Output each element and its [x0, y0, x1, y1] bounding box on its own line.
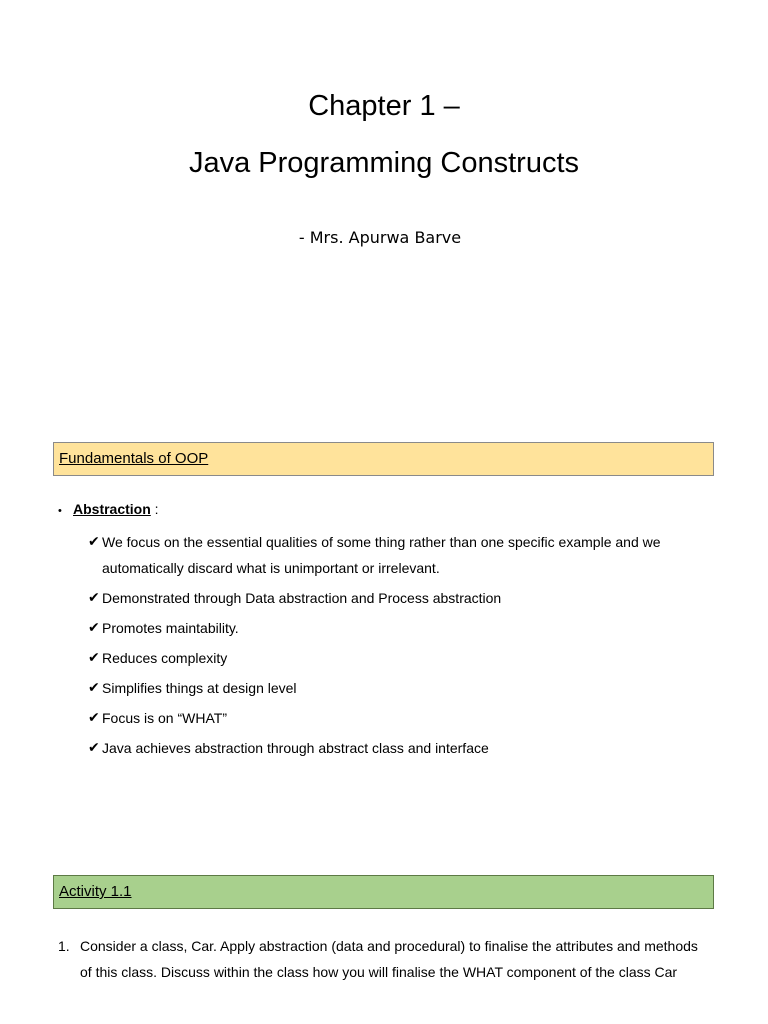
list-item-text: Promotes maintability. — [102, 620, 239, 636]
abstraction-bullet — [58, 499, 159, 521]
list-item — [88, 705, 698, 731]
bullet-dot-icon: • — [58, 505, 62, 517]
fundamentals-heading: Fundamentals of OOP — [59, 450, 209, 467]
check-mark-icon: ✔ — [88, 650, 100, 666]
list-item-text: Simplifies things at design level — [102, 680, 297, 696]
list-item-text: Consider a class, Car. Apply abstraction (data and procedural) to finalise the attributes and methods of this class. Discuss within the class how you will finalise the WHAT component of the class Car — [80, 938, 698, 980]
list-item-text: Reduces complexity — [102, 650, 228, 666]
list-item — [88, 645, 698, 671]
item-number: 1. — [58, 938, 70, 954]
list-item-text: Java achieves abstraction through abstract class and interface — [102, 740, 489, 756]
check-mark-icon: ✔ — [88, 620, 100, 636]
activity-items-list — [58, 933, 698, 985]
abstraction-suffix: : — [150, 501, 159, 517]
chapter-title: Chapter 1 – — [308, 90, 460, 122]
check-mark-icon: ✔ — [88, 680, 100, 696]
check-mark-icon: ✔ — [88, 710, 100, 726]
author-line: - Mrs. Apurwa Barve — [298, 228, 462, 247]
check-mark-icon: ✔ — [88, 534, 100, 550]
abstraction-term: Abstraction — [73, 501, 151, 517]
list-item-text: Focus is on “WHAT” — [102, 710, 227, 726]
chapter-subtitle: Java Programming Constructs — [188, 147, 580, 179]
list-item-text: We focus on the essential qualities of some thing rather than one specific example and we automatically discard what is unimportant or irrelevant. — [102, 534, 661, 576]
list-item — [88, 735, 698, 761]
check-mark-icon: ✔ — [88, 590, 100, 606]
activity-heading-box — [53, 875, 714, 909]
list-item — [58, 933, 698, 985]
list-item — [88, 675, 698, 701]
list-item — [88, 615, 698, 641]
list-item-text: Demonstrated through Data abstraction and Process abstraction — [102, 590, 502, 606]
list-item — [88, 529, 698, 581]
abstraction-points-list — [88, 529, 698, 765]
activity-heading: Activity 1.1 — [59, 883, 132, 900]
check-mark-icon: ✔ — [88, 740, 100, 756]
list-item — [88, 585, 698, 611]
fundamentals-heading-box — [53, 442, 714, 476]
